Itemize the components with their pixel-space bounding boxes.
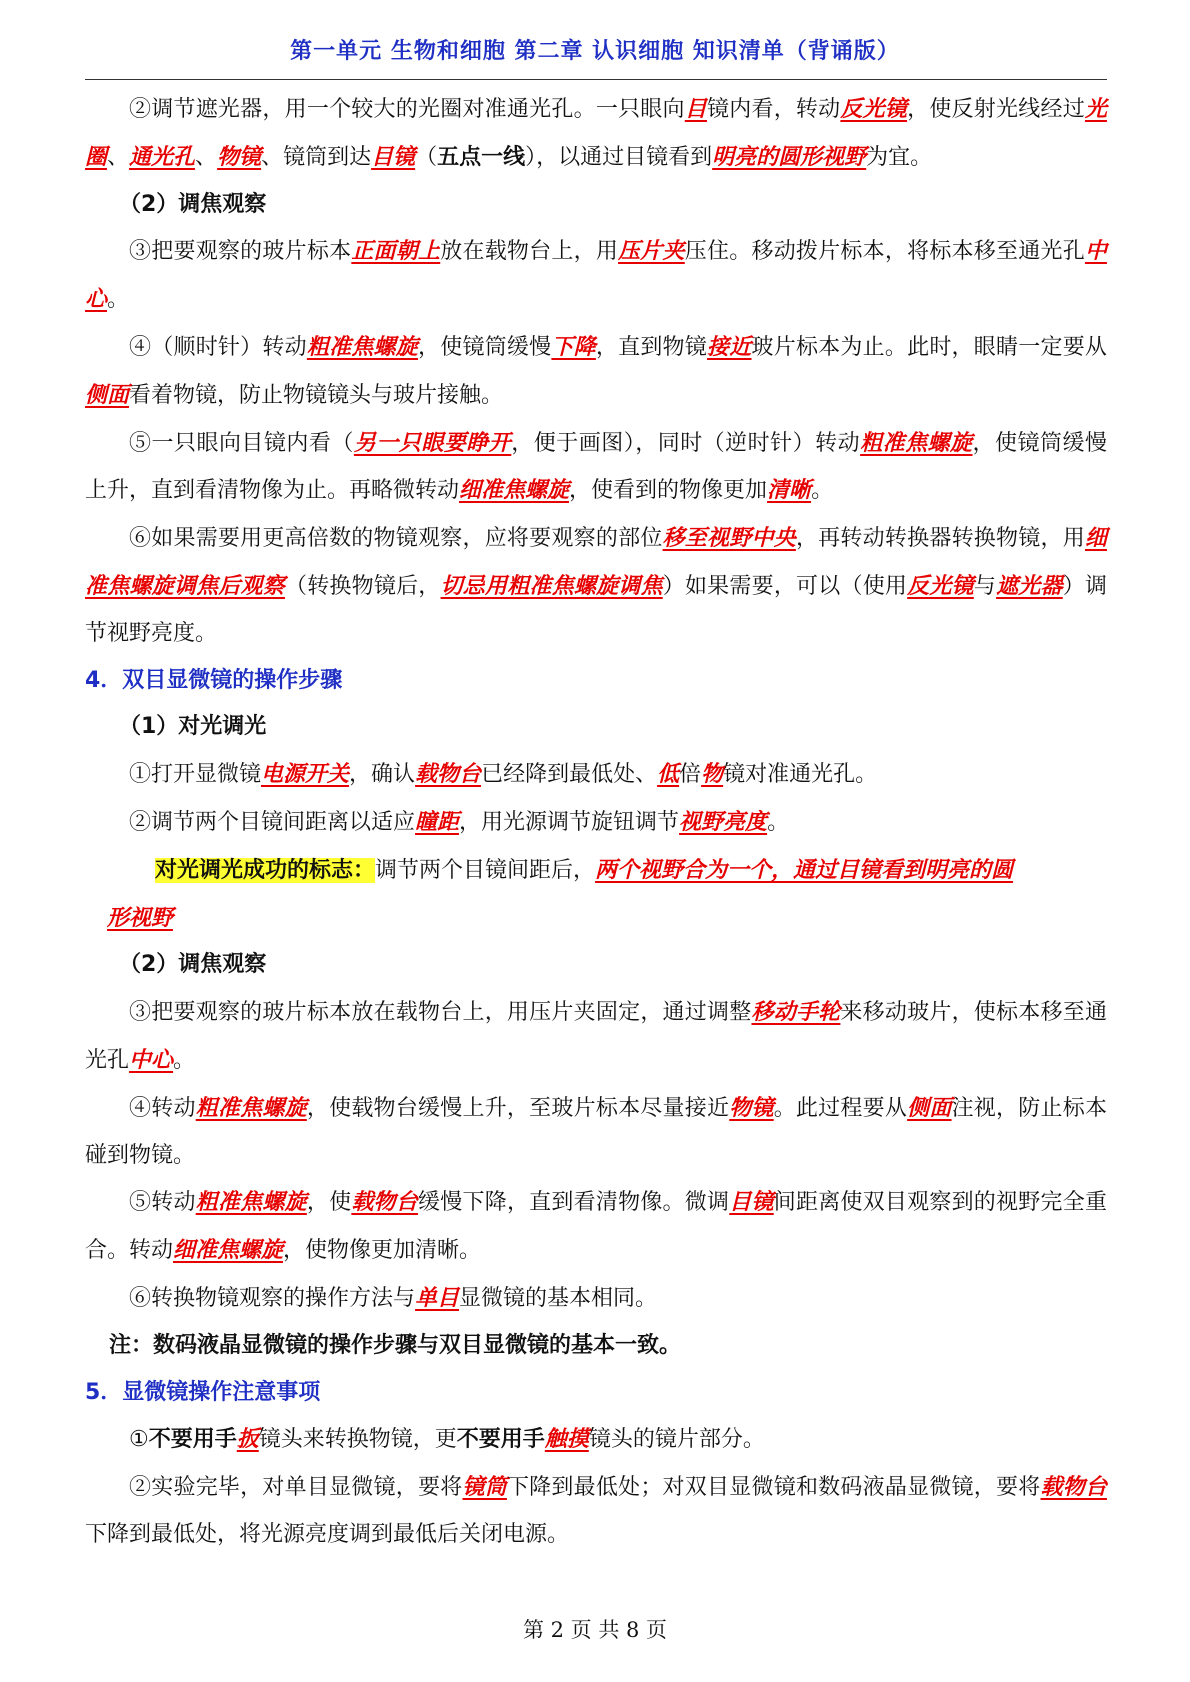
key-term: 粗准焦螺旋: [195, 1094, 307, 1121]
text-run: 镜头来转换物镜，更: [258, 1427, 457, 1453]
key-term: 移动手轮: [751, 999, 841, 1026]
key-term: 触摸: [544, 1426, 589, 1453]
text-run: ，使镜筒缓慢: [418, 334, 552, 360]
header-divider: [85, 79, 1107, 80]
bold-text: 不要用手: [148, 1427, 237, 1453]
key-term: 明亮的圆形视野: [712, 143, 867, 170]
key-term: 反光镜: [840, 96, 908, 122]
text-run: 镜头的镜片部分。: [588, 1427, 765, 1453]
key-term: 通光孔: [129, 143, 196, 170]
text-run: 。: [173, 1047, 196, 1073]
key-term: 载物台: [351, 1189, 419, 1216]
text-run: ⑤一只眼向目镜内看（: [129, 430, 354, 456]
text-run: 。: [811, 478, 834, 504]
key-term: 切忌用粗准焦螺旋调焦: [440, 572, 663, 599]
text-run: ，使看到的物像更加: [569, 478, 768, 504]
text-run: 5．显微镜操作注意事项: [85, 1379, 321, 1405]
page-header-title: 第一单元 生物和细胞 第二章 认识细胞 知识清单（背诵版）: [290, 39, 900, 64]
paragraph: [85, 228, 1107, 324]
text-run: ④（顺时针）转动: [129, 334, 307, 360]
text-run: ⑤转动: [129, 1190, 196, 1216]
key-term: 物镜: [729, 1094, 774, 1121]
text-run: 。: [767, 809, 790, 835]
paragraph: [85, 1464, 1107, 1559]
paragraph: [85, 1085, 1107, 1180]
document-body: [85, 86, 1107, 1559]
key-term: 物: [701, 761, 724, 788]
text-run: 放在载物台上，用: [440, 239, 619, 265]
key-term: 中心: [85, 238, 1107, 313]
key-term: 反光镜: [907, 572, 974, 599]
text-run: ⑥转换物镜观察的操作方法与: [129, 1285, 416, 1311]
paragraph: [85, 86, 1107, 182]
page-footer: 第 2 页 共 8 页: [522, 1618, 668, 1642]
key-term: 扳: [236, 1426, 259, 1453]
paragraph: [85, 324, 1107, 420]
text-run: ，用光源调节旋钮调节: [459, 809, 680, 835]
highlight-paragraph-continued: [85, 895, 1107, 943]
key-term: 侧面: [85, 381, 130, 408]
bold-text: 不要用手: [456, 1427, 545, 1453]
text-run: 缓慢下降，直到看清物像。微调: [418, 1190, 730, 1216]
text-run: （2）调焦观察: [119, 191, 267, 217]
text-run: 注：数码液晶显微镜的操作步骤与双目显微镜的基本一致。: [109, 1332, 682, 1358]
text-run: 、: [107, 144, 130, 170]
key-term: 低: [657, 761, 680, 788]
text-run: 压住。移动拨片标本，将标本移至通光孔: [684, 239, 1085, 265]
key-term: 粗准焦螺旋: [195, 1189, 307, 1216]
key-term: 细准焦螺旋调焦后观察: [85, 525, 1107, 599]
key-term: 遮光器: [996, 572, 1063, 599]
key-term: 中心: [129, 1046, 174, 1073]
paragraph: [85, 515, 1107, 657]
text-run: ，使物像更加清晰。: [283, 1238, 482, 1264]
key-term: 电源开关: [261, 761, 350, 788]
paragraph: [85, 751, 1107, 799]
text-run: ①: [129, 1427, 149, 1453]
text-run: ②调节遮光器，用一个较大的光圈对准通光孔。一只眼向: [129, 97, 685, 122]
text-run: ②实验完毕，对单目显微镜，要将: [129, 1475, 463, 1501]
text-run: 下降到最低处；对双目显微镜和数码液晶显微镜，要将: [506, 1475, 1041, 1501]
subheading: [85, 942, 1107, 989]
highlight-paragraph: [85, 847, 1107, 895]
text-run: ）调节视野亮度。: [85, 573, 1107, 646]
text-run: 下降到最低处，将光源亮度调到最低后关闭电源。: [85, 1521, 570, 1547]
text-run: ③把要观察的玻片标本放在载物台上，用压片夹固定，通过调整: [129, 1000, 752, 1026]
key-term: 视野亮度: [679, 808, 768, 835]
text-run: ）如果需要，可以（使用: [662, 573, 908, 599]
text-run: 看着物镜，防止物镜镜头与玻片接触。: [129, 382, 504, 408]
key-term: 镜筒: [462, 1474, 507, 1501]
subheading: [85, 182, 1107, 229]
text-run: 注视，防止标本碰到物镜。: [85, 1095, 1107, 1168]
key-term: 瞳距: [415, 808, 460, 835]
text-run: ，确认: [349, 762, 416, 788]
key-term: 目镜: [371, 143, 416, 170]
text-run: 为宜。: [866, 144, 933, 170]
text-run: （2）调焦观察: [119, 952, 267, 978]
text-run: ④转动: [129, 1095, 196, 1121]
key-term: 目: [684, 96, 707, 122]
key-term: 光圈: [85, 96, 1107, 170]
text-run: 。: [107, 287, 130, 313]
paragraph: [85, 420, 1107, 516]
key-term: 下降: [551, 333, 596, 360]
subheading: [85, 704, 1107, 751]
text-run: 调节两个目镜间距后，: [375, 857, 596, 883]
text-run: ，再转动转换器转换物镜，用: [795, 526, 1085, 552]
text-run: ，便于画图），同时（逆时针）转动: [511, 430, 861, 456]
text-run: 镜内看，转动: [707, 97, 841, 122]
key-term: 物镜: [217, 143, 262, 170]
text-run: 来移动玻片，使标本移至通光孔: [85, 1000, 1107, 1073]
key-term: 正面朝上: [351, 238, 441, 265]
text-run: （: [415, 144, 438, 170]
paragraph: [85, 1416, 1107, 1464]
key-term: 粗准焦螺旋: [860, 429, 973, 456]
text-run: 显微镜的基本相同。: [459, 1285, 658, 1311]
text-run: 镜对准通光孔。: [723, 762, 878, 788]
text-run: 玻片标本为止。此时，眼睛一定要从: [751, 334, 1107, 360]
text-run: 间距离使双目观察到的视野完全重合。转动: [85, 1190, 1107, 1264]
section-heading: [85, 1370, 1107, 1417]
text-run: ），以通过目镜看到: [525, 144, 713, 170]
text-run: ，使载物台缓慢上升，至玻片标本尽量接近: [306, 1095, 730, 1121]
key-term: 载物台: [415, 761, 482, 788]
paragraph: [85, 799, 1107, 847]
text-run: ②调节两个目镜间距离以适应: [129, 809, 416, 835]
text-run: 、: [195, 144, 218, 170]
text-run: ，直到物镜: [595, 334, 708, 360]
key-term: 接近: [707, 333, 752, 360]
key-term: 形视野: [107, 904, 174, 931]
key-term: 移至视野中央: [662, 525, 796, 552]
text-run: 4．双目显微镜的操作步骤: [85, 667, 343, 693]
text-run: 、镜筒到达: [261, 144, 372, 170]
key-term: 侧面: [907, 1094, 952, 1121]
key-term: 单目: [415, 1284, 460, 1311]
note-text: [85, 1323, 1107, 1370]
section-heading: [85, 658, 1107, 705]
key-term: 两个视野合为一个，通过目镜看到明亮的圆: [595, 856, 1014, 883]
key-term: 压片夹: [618, 238, 685, 265]
key-term: 载物台: [1040, 1474, 1107, 1501]
text-run: ⑥如果需要用更高倍数的物镜观察，应将要观察的部位: [129, 526, 663, 552]
text-run: ，使: [306, 1190, 352, 1216]
text-run: 已经降到最低处、: [481, 762, 658, 788]
paragraph: [85, 1275, 1107, 1323]
text-run: （转换物镜后，: [284, 573, 441, 599]
key-term: 另一只眼要睁开: [353, 429, 512, 456]
text-run: ，使镜筒缓慢上升，直到看清物像为止。再略微转动: [85, 430, 1107, 504]
paragraph: [85, 989, 1107, 1085]
key-term: 目镜: [729, 1189, 774, 1216]
bold-text: 五点一线: [437, 144, 526, 170]
text-run: ③把要观察的玻片标本: [129, 239, 352, 265]
text-run: （1）对光调光: [119, 714, 267, 740]
text-run: ①打开显微镜: [129, 762, 262, 788]
text-run: 。此过程要从: [773, 1095, 908, 1121]
text-run: 倍: [679, 762, 702, 788]
key-term: 粗准焦螺旋: [306, 333, 418, 360]
paragraph: [85, 1179, 1107, 1275]
text-run: 与: [973, 573, 997, 599]
key-term: 细准焦螺旋: [173, 1237, 284, 1264]
key-term: 清晰: [767, 477, 812, 504]
text-run: ，使反射光线经过: [907, 97, 1085, 122]
key-term: 细准焦螺旋: [459, 477, 570, 504]
highlight-label: 对光调光成功的标志：: [155, 857, 376, 883]
